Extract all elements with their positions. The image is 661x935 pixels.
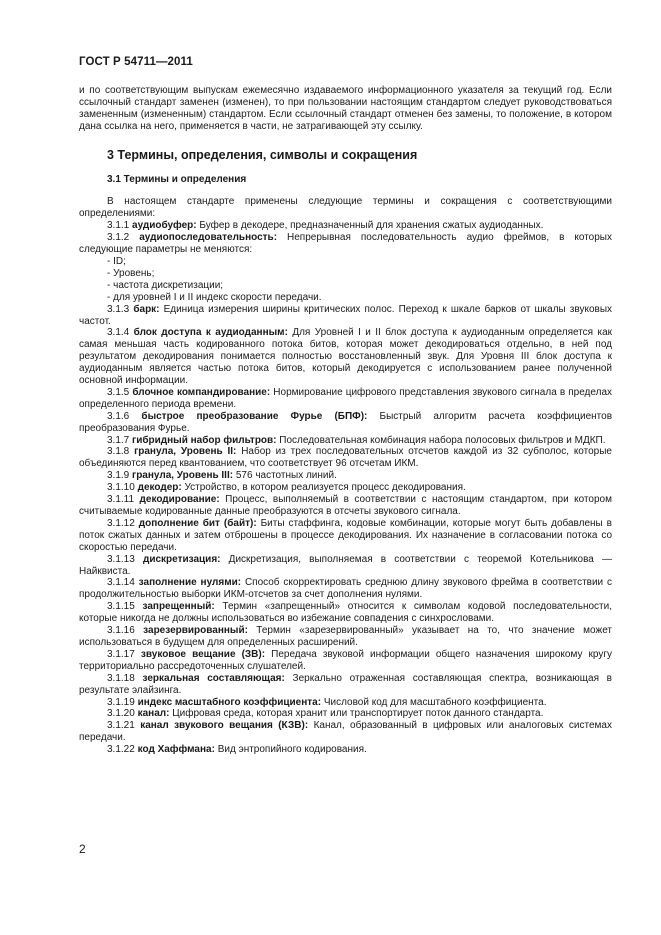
page-content [79, 85, 612, 756]
term-number: 3.1.17 [107, 648, 135, 660]
term-name: канал: [137, 708, 170, 720]
term-number: 3.1.2 [107, 232, 130, 244]
term-definition: Нормирование цифрового представления звукового сигнала в пределах определенного периода времени. [79, 386, 613, 410]
term-name: звуковое вещание (ЗВ): [140, 648, 266, 660]
term-entry [79, 446, 612, 470]
term-number: 3.1.21 [107, 720, 135, 732]
term-number: 3.1.19 [107, 696, 135, 708]
term-entry [79, 649, 612, 673]
term-entry [79, 232, 612, 256]
term-entry [79, 411, 612, 435]
term-number: 3.1.12 [107, 517, 135, 529]
intro-paragraph: и по соответствующим выпускам ежемесячно издаваемого информационного указателя за текущий год. Если ссылочный стандарт заменен (изменен), то при пользовании настоящим стандартом следует руководствоваться замененным (измененным) стандартом. Если ссылочный стандарт отменен без замены, то положение, в котором дана ссылка на него, применяется в части, не затрагивающей эту ссылку. [79, 85, 612, 132]
term-number: 3.1.6 [107, 410, 130, 422]
term-entry [79, 744, 612, 756]
term-name: блочное компандирование: [132, 386, 271, 398]
term-number: 3.1.11 [107, 494, 135, 506]
term-entry [79, 327, 612, 387]
term-definition: Последовательная комбинация набора полосовых фильтров и МДКП. [279, 434, 606, 446]
section-heading: 3 Термины, определения, символы и сокращения [107, 147, 418, 162]
term-entry [79, 577, 612, 601]
term-number: 3.1.18 [107, 672, 135, 684]
term-definition: Буфер в декодере, предназначенный для хранения сжатых аудиоданных. [199, 220, 544, 232]
term-number: 3.1.14 [107, 577, 135, 589]
term-list [79, 304, 612, 756]
term-name: запрещенный: [142, 601, 215, 613]
term-number: 3.1.16 [107, 625, 135, 637]
term-name: гибридный набор фильтров: [132, 434, 277, 446]
term-entry [79, 387, 612, 411]
term-name: барк: [133, 303, 160, 315]
term-definition: Для Уровней I и II блок доступа к аудиоданным определяется как самая меньшая часть кодированного потока битов, которая может декодироваться отдельно, в ней под результатом декодирования понимается полностью восстановленный звук. Для Уровня III блок доступа к аудиоданным является частью потока битов, который декодируется с использованием ранее полученной основной информации. [79, 327, 613, 387]
term-number: 3.1.15 [107, 601, 135, 613]
term-definition: 576 частотных линий. [235, 470, 337, 482]
term-number: 3.1.22 [107, 744, 135, 756]
term-definition: Непрерывная последовательность аудио фреймов, в которых следующие параметры не меняются: [79, 232, 612, 256]
term-entry [79, 708, 612, 720]
term-name: декодирование: [139, 494, 220, 506]
term-name: зарезервированный: [143, 625, 248, 637]
term-entry [79, 625, 612, 649]
term-name: быстрое преобразование Фурье (БПФ): [141, 410, 368, 422]
term-name: аудиопоследовательность: [139, 232, 278, 244]
list-item: - для уровней I и II индекс скорости передачи. [107, 291, 322, 303]
term-number: 3.1.7 [107, 434, 130, 446]
term-definition: Биты стаффинга, кодовые комбинации, которые могут быть добавлены в поток сжатых данных и затем отброшены в процессе декодирования. Их назначение в согласовании потока со скоростью передачи. [79, 517, 612, 553]
term-definition: Термин «зарезервированный» указывает на то, что значение может использоваться в будущем для определенных расширений. [79, 625, 612, 648]
term-number: 3.1.20 [107, 708, 135, 720]
term-entry [79, 470, 612, 482]
term-number: 3.1.3 [107, 303, 130, 315]
term-name: индекс масштабного коэффициента: [137, 696, 322, 708]
term-entry [79, 304, 612, 328]
term-entry [79, 673, 612, 697]
subsection-heading: 3.1 Термины и определения [107, 173, 247, 185]
term-definition: Устройство, в котором реализуется процесс декодирования. [184, 482, 466, 494]
term-definition: Процесс, выполняемый в соответствии с настоящим стандартом, при котором считываемые кодированные данные преобразуются в отсчеты звукового сигнала. [79, 494, 612, 517]
term-name: код Хаффмана: [137, 744, 215, 756]
term-name: канал звукового вещания (КЗВ): [140, 720, 309, 732]
term-definition: Дискретизация, выполняемая в соответствии с теоремой Котельникова — Найквиста. [79, 553, 613, 577]
term-number: 3.1.1 [107, 220, 130, 232]
term-definition: Единица измерения ширины критических полос. Переход к шкале барков от шкалы звуковых частот. [79, 303, 613, 327]
term-name: дополнение бит (байт): [138, 517, 257, 529]
term-definition: Числовой код для масштабного коэффициента. [323, 696, 547, 708]
term-entry [79, 494, 612, 518]
term-definition: Вид энтропийного кодирования. [217, 744, 367, 756]
term-entry [79, 482, 612, 494]
standard-header: ГОСТ Р 54711—2011 [79, 56, 193, 68]
term-definition: Зеркально отраженная составляющая спектра, возникающая в результате элайзинга. [79, 672, 612, 696]
list-item: - Уровень; [107, 267, 155, 279]
term-number: 3.1.10 [107, 482, 135, 494]
term-entry [79, 697, 612, 709]
term-entry [79, 220, 612, 232]
term-entry [79, 518, 612, 554]
term-number: 3.1.8 [107, 446, 130, 458]
list-item: - частота дискретизации; [107, 279, 224, 291]
page-number: 2 [79, 842, 86, 856]
lead-paragraph: В настоящем стандарте применены следующие термины и сокращения с соответствующими определениями: [79, 196, 612, 220]
term-definition: Термин «запрещенный» относится к символам кодовой последовательности, которые никогда не должны использоваться во избежание совпадения с синхрословами. [79, 601, 613, 625]
term-number: 3.1.9 [107, 470, 130, 482]
term-name: блок доступа к аудиоданным: [133, 327, 288, 339]
term-entry [79, 601, 612, 625]
term-definition: Цифровая среда, которая хранит или транспортирует поток данного стандарта. [172, 708, 544, 720]
term-entry [79, 435, 612, 447]
term-definition: Быстрый алгоритм расчета коэффициентов преобразования Фурье. [79, 410, 613, 434]
term-number: 3.1.5 [107, 386, 130, 398]
term-definition: Канал, образованный в цифровых или аналоговых системах передачи. [79, 720, 612, 744]
term-number: 3.1.4 [107, 327, 130, 339]
term-name: заполнение нулями: [138, 577, 242, 589]
term-definition: Передача звуковой информации общего назначения широкому кругу территориально рассредоточенных слушателей. [79, 648, 612, 672]
term-definition: Способ скорректировать среднюю длину звукового фрейма в соответствии с продолжительностью выборки ИКМ-отсчетов за счет дополнения нулями. [79, 577, 612, 601]
term-number: 3.1.13 [107, 553, 135, 565]
term-name: гранула, Уровень II: [134, 446, 237, 458]
list-item: - ID; [107, 255, 126, 267]
term-name: дискретизация: [142, 553, 221, 565]
term-name: зеркальная составляющая: [142, 672, 285, 684]
term-entry [79, 720, 612, 744]
term-entry [79, 554, 612, 578]
term-name: гранула, Уровень III: [132, 470, 234, 482]
term-name: аудиобуфер: [132, 220, 197, 232]
term-definition: Набор из трех последовательных отсчетов каждой из 32 субполос, которые объединяются перед квантованием, что соответствует 96 отсчетам ИКМ. [79, 446, 612, 470]
parameter-list [79, 256, 612, 304]
term-name: декодер: [137, 482, 182, 494]
